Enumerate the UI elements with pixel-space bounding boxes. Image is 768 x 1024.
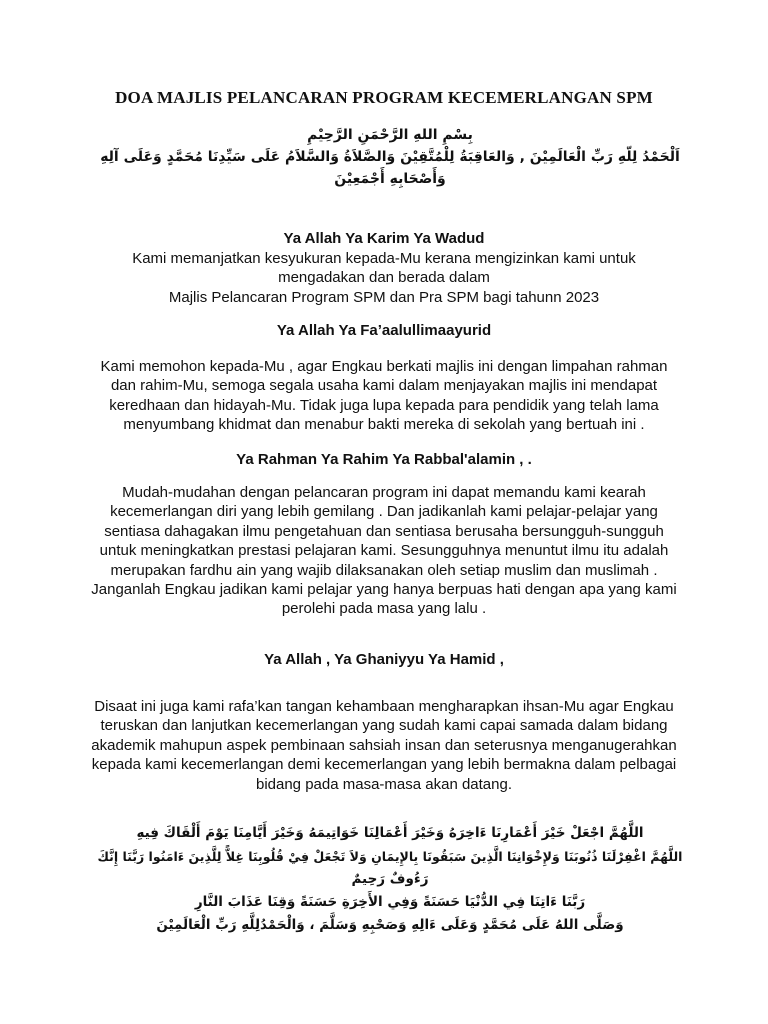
section-paragraph-3 [80,483,688,619]
paragraph-line: Janganlah Engkau jadikan kami pelajar yang hanya berpuas hati dengan apa yang kami [91,581,677,599]
paragraph-line: Mudah-mudahan dengan pelancaran program ini dapat memandu kami kearah [122,484,646,501]
paragraph-line: bidang pada masa-masa akan datang. [255,775,512,793]
paragraph-line: teruskan dan lanjutkan kecemerlangan yang sudah kami capai samada dalam bidang [100,717,668,735]
paragraph-line: Disaat ini juga kami rafa’kan tangan kehambaan mengharapkan ihsan-Mu agar Engkau [94,698,674,715]
hamdalah-line-end: وَأَصْحَابِهِ أَجْمَعِيْنَ [334,171,446,187]
paragraph-line: dan rahim-Mu, semoga segala usaha kami dalam menjayakan majlis ini mendapat [110,377,658,395]
closing-prayer-line: اللَّهُمَّ اغْفِرْلَنَا ذُنُوبَنَا وَلإِخْوَانِنَا الَّذِينَ سَبَقُونَا بِالإِيمَانِ وَلاَ تَجْعَلْ فِيْ قُلُوبِنَا غِلاًّ لِلَّذِينَ ءَامَنُوا رَبَّنَا إِنَّكَ [97,849,683,864]
closing-prayer-line: رَبَّنَا ءَاتِنَا فِي الدُّنْيَا حَسَنَةً وَفِي الأَخِرَةِ حَسَنَةً وَقِنَا عَذَابَ النَّارِ [194,894,586,910]
hamdalah-line: اَلْحَمْدُ لِلّهِ رَبِّ الْعَالَمِيْنَ , وَالعَاقِبَةُ لِلْمُتَّقِيْنَ وَالصَّلاَةُ وَالسَّلاَمُ عَلَى سَيِّدِنَا مُحَمَّدٍ وَعَلَى آلِهِ [100,149,680,165]
section-paragraph-2 [80,357,688,435]
paragraph-line: merupakan fardhu ain yang wajib dilaksanakan oleh setiap muslim dan muslimah . [110,561,658,579]
document-title: DOA MAJLIS PELANCARAN PROGRAM KECEMERLANGAN SPM [115,88,653,107]
paragraph-line: Kami memanjatkan kesyukuran kepada-Mu kerana mengizinkan kami untuk [132,250,636,267]
paragraph-line: akademik mahupun aspek pembinaan sahsiah insan dan seterusnya menganugerahkan [91,736,677,754]
paragraph-line: kepada kami kecemerlangan demi kecemerlangan yang lebih bermakna dalam pelbagai [91,756,677,774]
closing-prayer-line: وَصَلَّى اللهُ عَلَى مُحَمَّدٍ وَعَلَى ءَالِهِ وَصَحْبِهِ وَسَلَّمَ ، وَالْحَمْدُلِلَّهِ رَبِّ الْعَالَمِيْنَ [156,917,624,933]
section-paragraph-4 [80,697,688,794]
section-heading-2: Ya Allah Ya Fa’aalullimaayurid [276,322,492,339]
section-heading-4: Ya Allah , Ya Ghaniyyu Ya Hamid , [264,651,504,668]
section-heading-1: Ya Allah Ya Karim Ya Wadud [283,230,485,247]
paragraph-line: untuk meningkatkan prestasi pelajaran kami. Sesungguhnya menuntut ilmu itu adalah [99,542,669,560]
paragraph-line: keredhaan dan hidayah-Mu. Tidak juga lupa kepada para pendidik yang telah lama [109,396,659,414]
section-heading-3: Ya Rahman Ya Rahim Ya Rabbal'alamin , . [236,451,532,468]
paragraph-line: perolehi pada masa yang lalu . [281,600,487,618]
paragraph-line: Kami memohon kepada-Mu , agar Engkau berkati majlis ini dengan limpahan rahman [100,358,668,375]
basmalah-line: بِسْمِ اللهِ الرَّحْمَنِ الرَّحِيْمِ [307,127,473,143]
paragraph-line: menyumbang khidmat dan menabur bakti mereka di sekolah yang bertuah ini . [123,416,645,434]
section-paragraph-1 [80,249,688,307]
closing-prayer-line: رَءُوفٌ رَحِيمٌ [351,871,429,887]
paragraph-line: kecemerlangan diri yang lebih gemilang . Dan jadikanlah kami pelajar-pelajar yang [110,503,658,521]
paragraph-line: Majlis Pelancaran Program SPM dan Pra SPM bagi tahunn 2023 [168,288,600,306]
closing-prayer-line: اللَّهُمَّ اجْعَلْ خَيْرَ أَعْمَارِنَا ءَاخِرَهُ وَخَيْرَ أَعْمَالِنَا خَوَاتِيمَهُ وَخَيْرَ أَيَّامِنَا يَوْمَ أَلْقَاكَ فِيهِ [136,825,644,841]
paragraph-line: sentiasa dahagakan ilmu pengetahuan dan sentiasa berusaha bersungguh-sungguh [104,522,664,540]
closing-arabic-prayer [95,822,685,937]
paragraph-line: mengadakan dan berada dalam [278,269,490,287]
opening-arabic-prayer [90,124,690,190]
